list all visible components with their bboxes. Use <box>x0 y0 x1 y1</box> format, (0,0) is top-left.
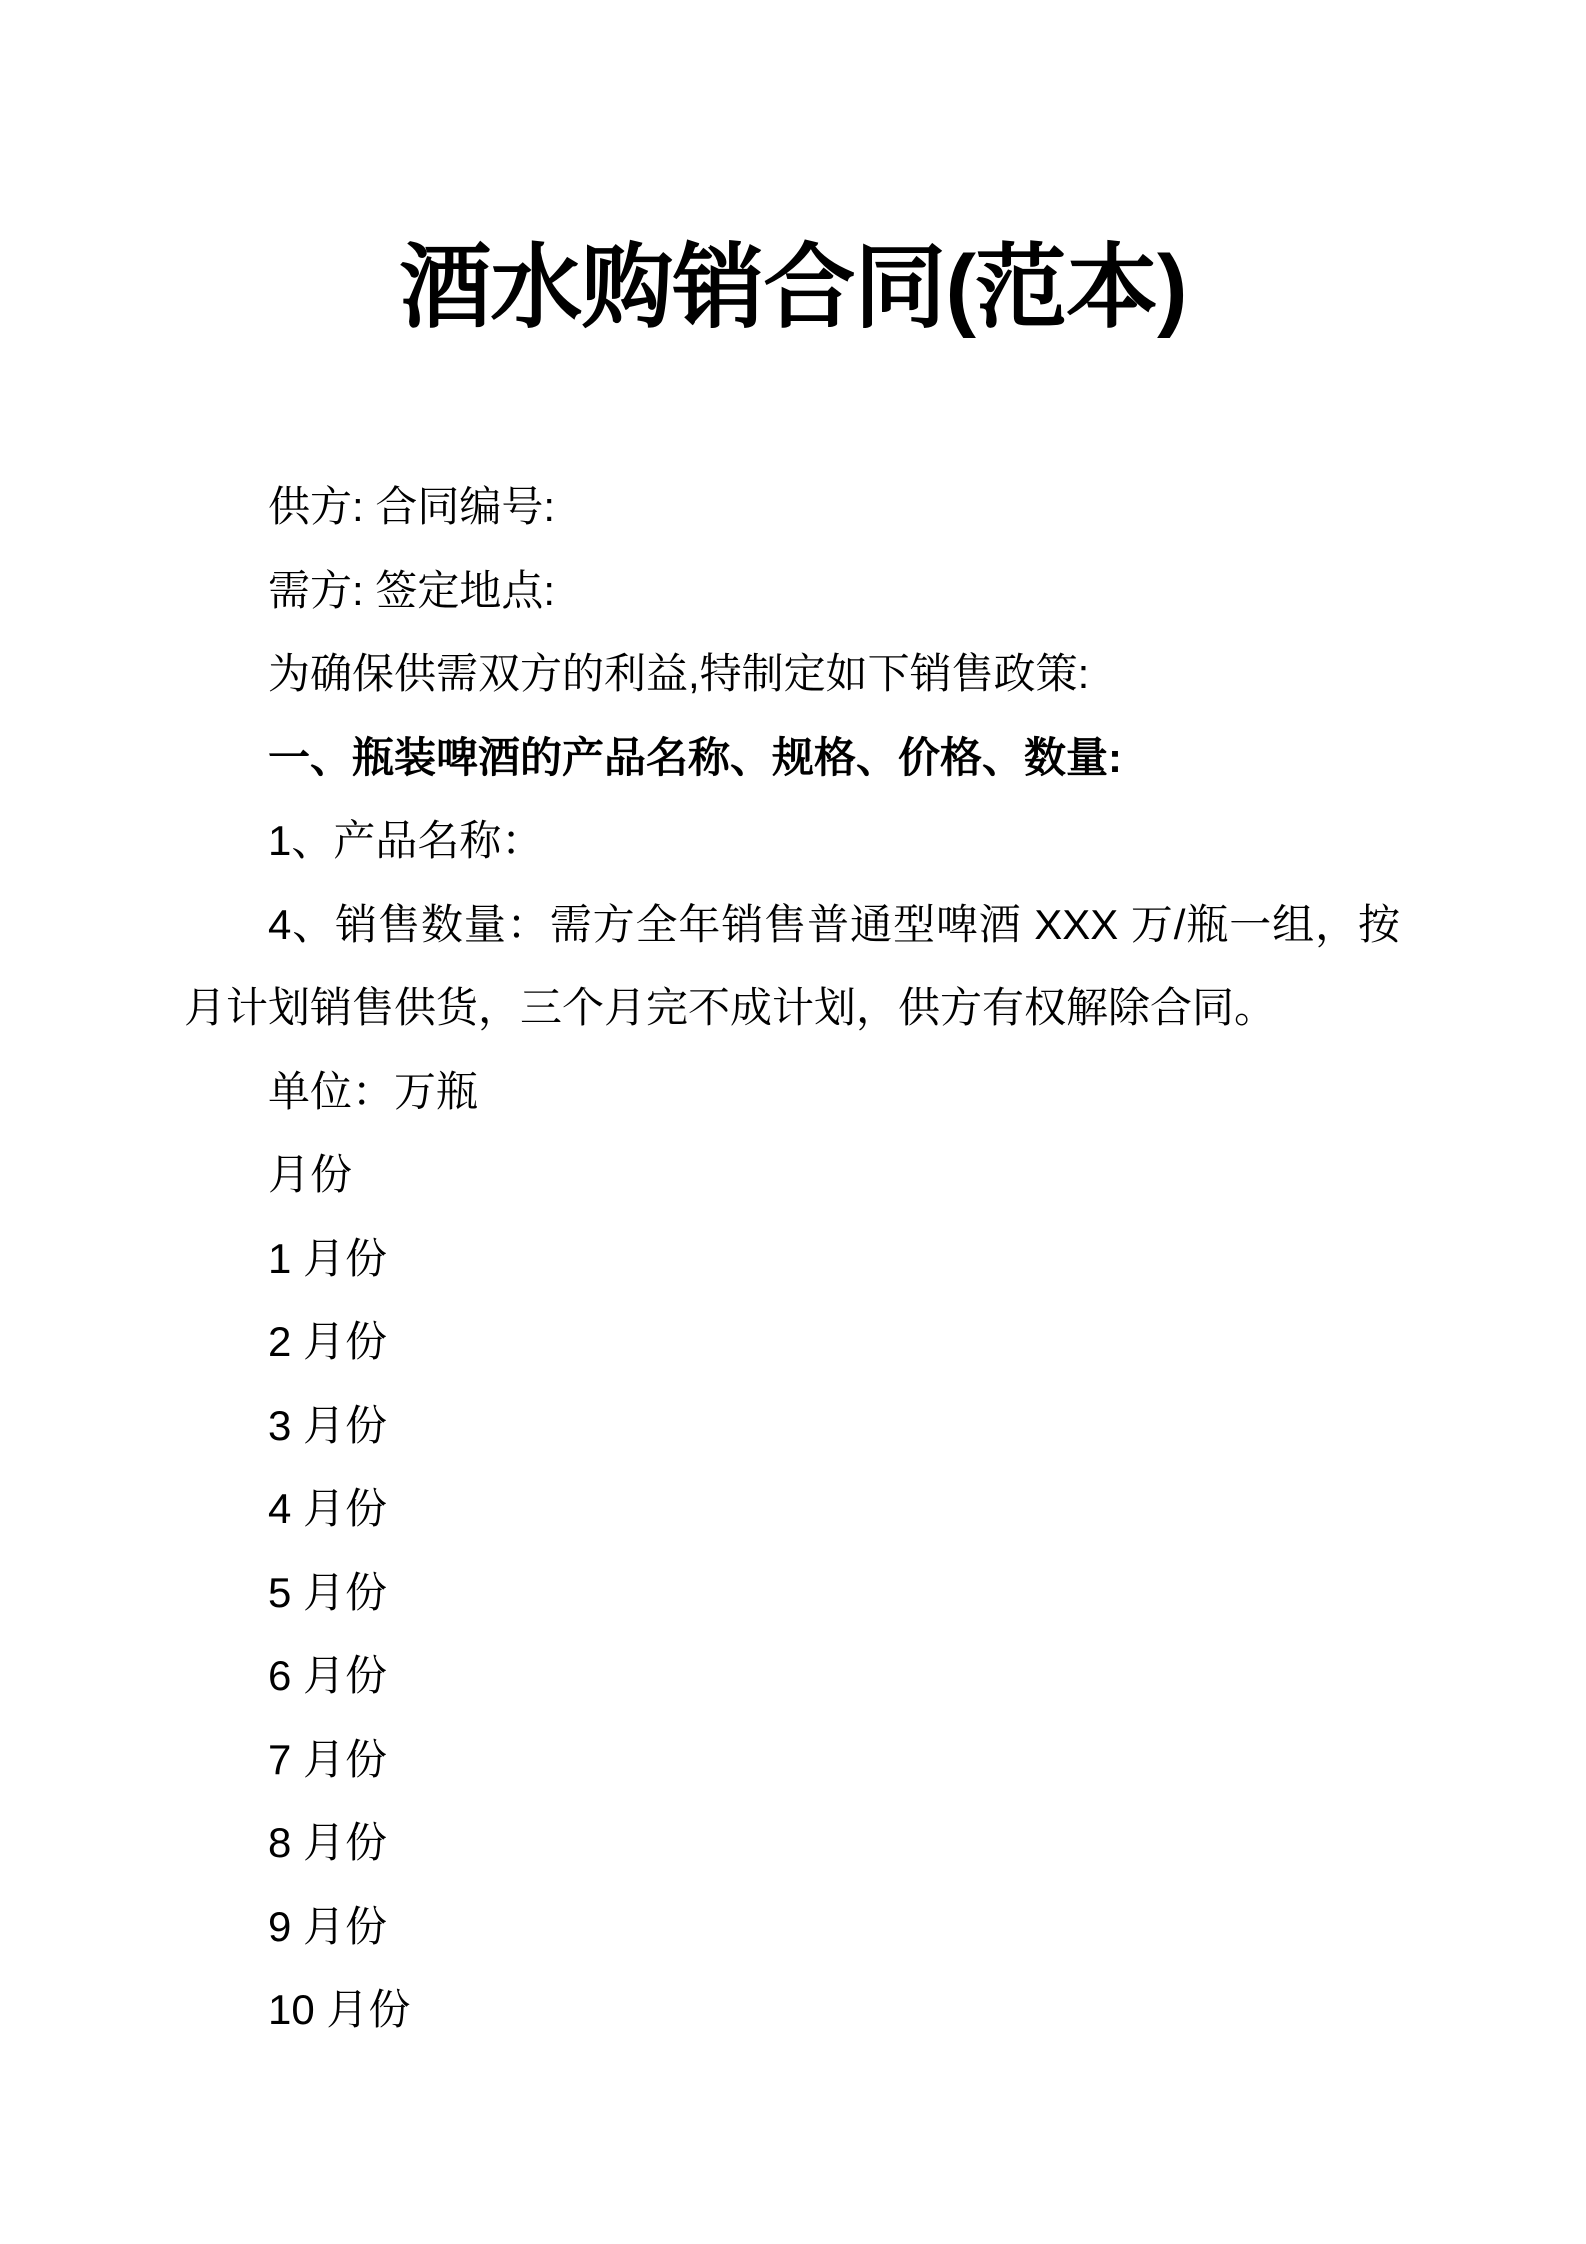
month-row: 6 月份 <box>268 1652 388 1699</box>
section-heading: 一、瓶装啤酒的产品名称、规格、价格、数量: <box>268 733 1122 781</box>
supplier-line: 供方: 合同编号: <box>268 483 556 530</box>
month-row: 10 月份 <box>268 1986 411 2033</box>
month-row: 7 月份 <box>268 1735 388 1783</box>
month-row: 4 月份 <box>268 1485 388 1532</box>
month-row: 8 月份 <box>268 1819 388 1866</box>
month-column-header: 月份 <box>268 1151 353 1198</box>
month-row: 9 月份 <box>268 1902 388 1950</box>
document-body <box>184 465 1400 2052</box>
item-product-name: 1、产品名称： <box>268 817 544 864</box>
month-row: 1 月份 <box>268 1234 388 1282</box>
month-row: 5 月份 <box>268 1568 388 1616</box>
buyer-line: 需方: 签定地点: <box>268 566 556 614</box>
intro-paragraph: 为确保供需双方的利益,特制定如下销售政策: <box>268 650 1090 697</box>
item-sales-quantity-line-1: 4、销售数量：需方全年销售普通型啤酒 XXX 万/瓶一组，按 <box>268 900 1400 948</box>
unit-label: 单位：万瓶 <box>268 1067 479 1115</box>
document-title: 酒水购销合同(范本) <box>399 237 1187 339</box>
month-row: 2 月份 <box>268 1318 388 1365</box>
item-sales-quantity-line-2: 月计划销售供货，三个月完不成计划，供方有权解除合同。 <box>184 984 1277 1031</box>
month-row: 3 月份 <box>268 1401 388 1449</box>
